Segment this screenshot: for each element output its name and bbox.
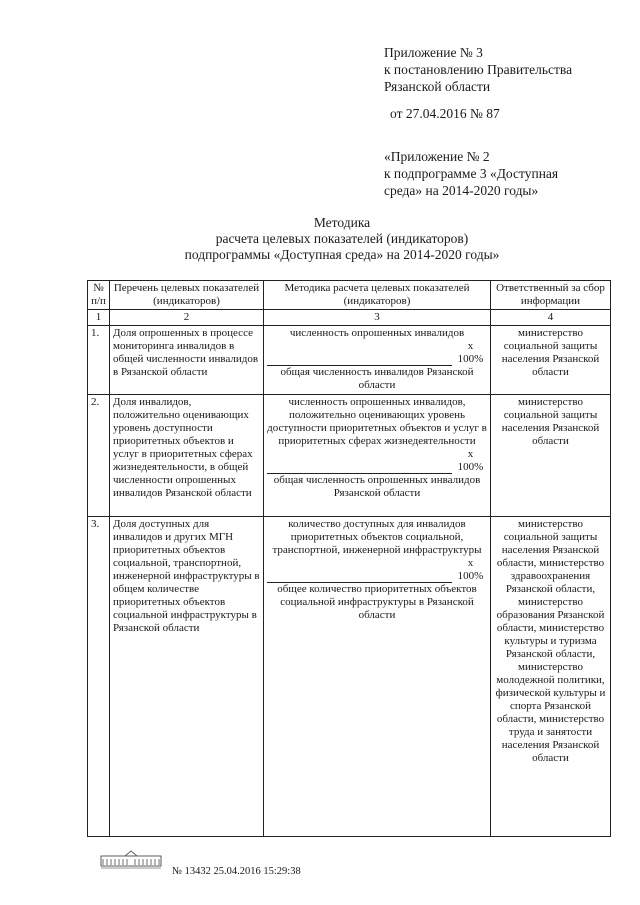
- region-name: Рязанской области: [384, 79, 491, 94]
- responsible-body: министерство социальной защиты населения Рязанской области: [491, 326, 611, 395]
- annex-number: Приложение № 3: [384, 45, 483, 60]
- fraction-rule: [267, 461, 452, 474]
- header-method: Методика расчета целевых показателей (индикаторов): [264, 281, 491, 310]
- col-number: 3: [264, 310, 491, 326]
- formula: [264, 395, 491, 517]
- formula-multiplier: x 100%: [457, 340, 484, 365]
- fraction-rule: [267, 570, 452, 583]
- registration-stamp-graphic: [100, 850, 162, 870]
- indicator-name: Доля инвалидов, положительно оценивающих уровень доступности приоритетных объектов и услуг в приоритетных сферах жизнедеятельности, в общей численности опрошенных инвалидов Рязанской области: [110, 395, 264, 517]
- indicator-name: Доля опрошенных в процессе мониторинга инвалидов в общей численности инвалидов в Рязанской области: [110, 326, 264, 395]
- row-number: 2.: [88, 395, 110, 517]
- fraction-line: [267, 557, 487, 583]
- formula-numerator: количество доступных для инвалидов приоритетных объектов социальной, транспортной, инженерной инфраструктуры: [272, 518, 482, 556]
- resolution-date: от 27.04.2016 № 87: [390, 106, 500, 121]
- formula-numerator: численность опрошенных инвалидов: [289, 327, 465, 339]
- formula-multiplier: x 100%: [457, 557, 484, 582]
- table-row: [88, 395, 611, 517]
- formula-multiplier: x 100%: [457, 448, 484, 473]
- col-number: 2: [110, 310, 264, 326]
- table-row: [88, 517, 611, 837]
- fraction-rule: [267, 353, 452, 366]
- table-header-row: [88, 281, 611, 310]
- formula-denominator: общая численность опрошенных инвалидов Рязанской области: [273, 474, 481, 499]
- formula-denominator: общее количество приоритетных объектов социальной инфраструктуры в Рязанской области: [277, 583, 477, 621]
- indicator-name: Доля доступных для инвалидов и других МГН приоритетных объектов социальной, транспортной, инженерной инфраструктуры в общем количестве приоритетных объектов социальной инфраструктуры в Рязанской области: [110, 517, 264, 837]
- sub-annex-number: «Приложение № 2: [384, 149, 490, 164]
- fraction-line: [267, 448, 487, 474]
- formula-numerator: численность опрошенных инвалидов, положительно оценивающих уровень доступности приоритетных объектов и услуг в приоритетных сферах жизнедеятельности: [267, 396, 487, 447]
- responsible-body: министерство социальной защиты населения Рязанской области: [491, 395, 611, 517]
- row-number: 1.: [88, 326, 110, 395]
- registration-number: № 13432 25.04.2016 15:29:38: [172, 866, 301, 877]
- formula: [264, 326, 491, 395]
- header-responsible: Ответственный за сбор информации: [491, 281, 611, 310]
- sub-program-reference: к подпрограмме 3 «Доступная: [384, 166, 559, 181]
- header-indicator-list: Перечень целевых показателей (индикаторов): [110, 281, 264, 310]
- sub-program-period: среда» на 2014-2020 годы»: [384, 183, 539, 198]
- formula-denominator: общая численность инвалидов Рязанской области: [280, 366, 474, 391]
- doc-subtitle-2: подпрограммы «Доступная среда» на 2014-2020 годы»: [184, 247, 500, 262]
- resolution-reference: к постановлению Правительства: [384, 62, 573, 77]
- header-num: № п/п: [88, 281, 110, 310]
- doc-subtitle-1: расчета целевых показателей (индикаторов): [215, 231, 469, 246]
- responsible-body: министерство социальной защиты населения Рязанской области, министерство здравоохранения Рязанской области, министерство образования Рязанской области, министерство культуры и туризма Рязанской области, министерство молодежной политики, физической культуры и спорта Рязанской области, министерство труда и занятости населения Рязанской области: [491, 517, 611, 837]
- col-number: 1: [88, 310, 110, 326]
- col-number: 4: [491, 310, 611, 326]
- fraction-line: [267, 340, 487, 366]
- column-number-row: [88, 310, 611, 326]
- formula: [264, 517, 491, 837]
- indicators-table: [87, 280, 611, 837]
- table-row: [88, 326, 611, 395]
- row-number: 3.: [88, 517, 110, 837]
- doc-title: Методика: [313, 215, 371, 230]
